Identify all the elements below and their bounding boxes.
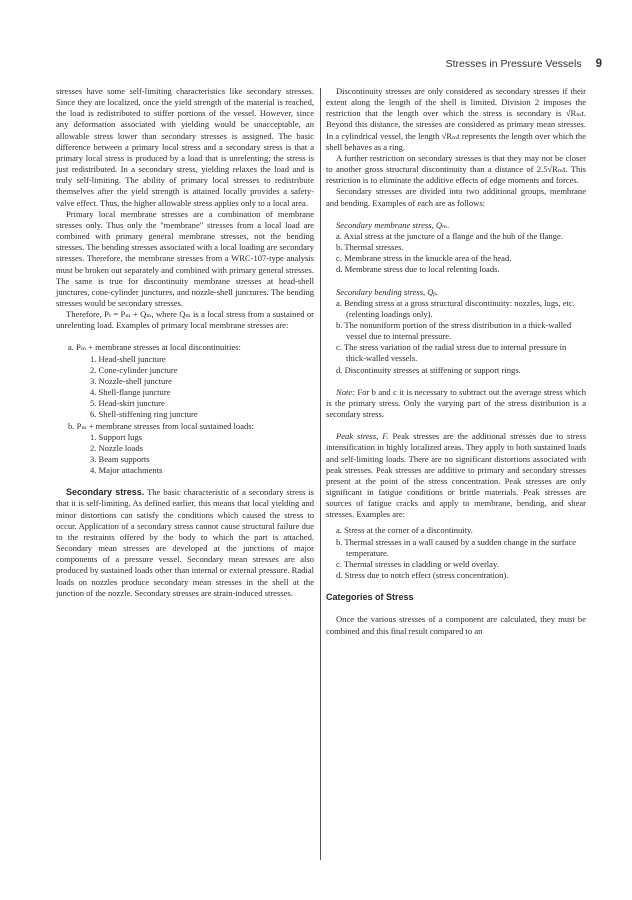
list-item xyxy=(326,342,586,364)
item-label: a. xyxy=(336,525,342,536)
list-item xyxy=(68,342,314,353)
item-label: d. xyxy=(336,364,343,375)
running-head xyxy=(446,58,602,70)
paragraph: Therefore, Pₗ = Pₘ + Qₘ, where Qₘ is a local stress from a sustained or unrelenting load. Examples of primary local membrane stresses are: xyxy=(56,309,314,331)
item-text: Membrane stress in the knuckle area of the head. xyxy=(344,253,512,264)
sub-list-item: 2. Nozzle loads xyxy=(90,442,143,453)
sub-list-item: 3. Nozzle-shell juncture xyxy=(90,375,172,386)
list-item xyxy=(326,264,586,275)
item-text: Thermal stresses. xyxy=(344,242,404,253)
item-label: d. xyxy=(336,570,343,581)
paragraph-text: The basic characteristic of a secondary stress is that it is self-limiting. As defined earlier, this means that local yielding and minor distortions can satisfy the conditions which caused the stress to occur. Application of a secondary stress cannot cause structural failure due to the restraints offered by the body to which the part is attached. Secondary mean stresses are developed at the junctions of major components of a pressure vessel. Secondary mean stresses are also produced by sustained loads other than internal or external pressure. Radial loads on nozzles produce secondary mean stresses in the shell at the junction of the nozzle. Secondary stresses are strain-induced stresses. xyxy=(56,487,314,598)
paragraph: stresses have some self-limiting characteristics like secondary stresses. Since they are localized, once the yield strength of the material is reached, the load is redistributed to stiffer portions of the vessel. However, since any deformation associated with yielding would be unacceptable, an allowable stress lower than secondary stresses is assigned. The basic difference between a primary local stress and a secondary stress is that a primary local stress is produced by a load that is unrelenting; the stress is just redistributed. In a secondary stress, yielding relaxes the load and is truly self-limiting. The ability of primary local stresses to redistribute themselves after the yield strength is attained locally provides a safety-valve effect. Thus, the higher allowable stress applies only to a local area. xyxy=(56,86,314,208)
paragraph: A further restriction on secondary stresses is that they may not be closer to another gross structural discontinuity than a distance of 2.5√Rₘt. This restriction is to eliminate the additive effects of edge moments and forces. xyxy=(326,152,586,186)
item-label: c. xyxy=(336,253,342,264)
item-text: Axial stress at the juncture of a flange and the hub of the flange. xyxy=(343,230,563,241)
paragraph: Once the various stresses of a component are calculated, they must be combined and this final result compared to an xyxy=(326,614,586,636)
peak-label: Peak stress, F. xyxy=(336,431,389,442)
bending-subheading: Secondary bending stress, Qᵦ. xyxy=(336,286,439,297)
item-label: c. xyxy=(336,342,342,353)
sub-list-item: 5. Head-skirt juncture xyxy=(90,398,165,409)
sub-list-item: 4. Major attachments xyxy=(90,465,163,476)
list-item xyxy=(68,421,314,432)
list-item xyxy=(326,298,586,320)
left-column xyxy=(56,86,314,599)
item-text: Membrane stress due to local relenting loads. xyxy=(344,264,500,275)
paragraph: Primary local membrane stresses are a combination of membrane stresses only. Thus only the "membrane" stresses from a local load are combined with primary general membrane stresses, not the bending stresses. The bending stresses associated with a local loading are secondary stresses. Therefore, the membrane stresses from a WRC-107-type analysis must be broken out separately and combined with primary general stresses. The same is true for discontinuity membrane stresses at head-shell junctures, cone-cylinder junctures, and nozzle-shell junctures. The bending stresses would be secondary stresses. xyxy=(56,208,314,308)
item-text: The stress variation of the radial stress due to internal pressure in thick-walled vessels. xyxy=(343,342,567,364)
spacer xyxy=(56,331,314,342)
spacer xyxy=(326,581,586,592)
list-item xyxy=(326,559,586,570)
item-label: b. xyxy=(336,242,343,253)
item-text: Thermal stresses in a wall caused by a sudden change in the surface temperature. xyxy=(344,536,577,558)
list-item xyxy=(326,570,586,581)
item-label: b. xyxy=(336,319,343,330)
sub-list-item: 3. Beam supports xyxy=(90,454,150,464)
primary-local-list xyxy=(68,342,314,476)
item-text: The nonuniform portion of the stress distribution in a thick-walled vessel due to internal pressure. xyxy=(344,319,572,342)
list-item xyxy=(326,365,586,376)
list-item xyxy=(326,320,586,342)
item-text: Discontinuity stresses at stiffening or support rings. xyxy=(344,364,521,375)
list-item xyxy=(326,537,586,559)
note-label: Note: xyxy=(336,386,355,397)
peak-stress-paragraph xyxy=(326,431,586,520)
peak-text: Peak stresses are the additional stresses due to stress intensification in highly localized areas. They apply to both sustained loads and self-limiting loads. There are no significant distortions associated with peak stresses. Peak stresses are additive to primary and secondary stresses present at the point of the stress concentration. Peak stresses are only significant in fatigue conditions or brittle materials. Peak stresses are sources of fatigue cracks and apply to membrane, bending, and shear stresses. Examples are: xyxy=(326,431,587,520)
list-item xyxy=(326,231,586,242)
sub-list xyxy=(90,432,314,477)
membrane-subheading: Secondary membrane stress, Qₘ. xyxy=(336,219,450,230)
item-label: b. xyxy=(336,536,343,547)
sub-list-item: 1. Head-shell juncture xyxy=(90,353,166,364)
section-heading: Categories of Stress xyxy=(326,592,414,603)
spacer xyxy=(326,603,586,614)
item-text: Bending stress at a gross structural discontinuity: nozzles, lugs, etc. (relenting loadings only). xyxy=(344,297,575,319)
paragraph: Secondary stresses are divided into two additional groups, membrane and bending. Examples of each are as follows: xyxy=(326,186,586,208)
paragraph: Discontinuity stresses are only considered as secondary stresses if their extent along the length of the shell is limited. Division 2 imposes the restriction that the length over which the stress is secondary is √Rₘt. Beyond this distance, the stresses are considered as primary mean stresses. In a cylindrical vessel, the length √Rₘt represents the length over which the shell behaves as a ring. xyxy=(326,86,586,152)
spacer xyxy=(326,376,586,387)
right-column xyxy=(326,86,586,637)
running-title: Stresses in Pressure Vessels xyxy=(445,58,582,70)
spacer xyxy=(326,209,586,220)
item-label: a. xyxy=(68,342,74,353)
item-text: Stress due to notch effect (stress concentration). xyxy=(344,570,509,581)
sub-list xyxy=(90,354,314,421)
item-label: a. xyxy=(336,297,342,308)
secondary-stress-paragraph xyxy=(56,487,314,599)
sub-list-item: 4. Shell-flange juncture xyxy=(90,387,171,398)
spacer xyxy=(56,476,314,487)
run-in-heading: Secondary stress. xyxy=(66,487,145,498)
spacer xyxy=(326,420,586,431)
note-text: For b and c it is necessary to subtract out the average stress which is the primary stress. Only the varying part of the stress distribution is a secondary stress. xyxy=(326,386,586,420)
peak-list xyxy=(326,525,586,581)
column-divider xyxy=(320,88,321,860)
item-label: b. xyxy=(68,420,75,431)
item-text: Pₘ + membrane stresses at local discontinuities: xyxy=(76,342,241,353)
list-item xyxy=(326,242,586,253)
membrane-list xyxy=(326,231,586,276)
item-text: Thermal stresses in cladding or weld overlay. xyxy=(343,558,499,569)
list-item xyxy=(326,525,586,536)
sub-list-item: 1. Support lugs xyxy=(90,431,142,442)
bending-list xyxy=(326,298,586,376)
note-paragraph xyxy=(326,387,586,420)
item-label: d. xyxy=(336,264,343,275)
page-number: 9 xyxy=(595,58,602,70)
list-item xyxy=(326,253,586,264)
item-text: Stress at the corner of a discontinuity. xyxy=(344,525,473,536)
item-label: a. xyxy=(336,230,342,241)
item-label: c. xyxy=(336,558,342,569)
item-text: Pₘ + membrane stresses from local sustained loads: xyxy=(76,420,254,431)
spacer xyxy=(326,276,586,287)
sub-list-item: 2. Cone-cylinder juncture xyxy=(90,364,178,375)
sub-list-item: 6. Shell-stiffening ring juncture xyxy=(90,409,198,420)
